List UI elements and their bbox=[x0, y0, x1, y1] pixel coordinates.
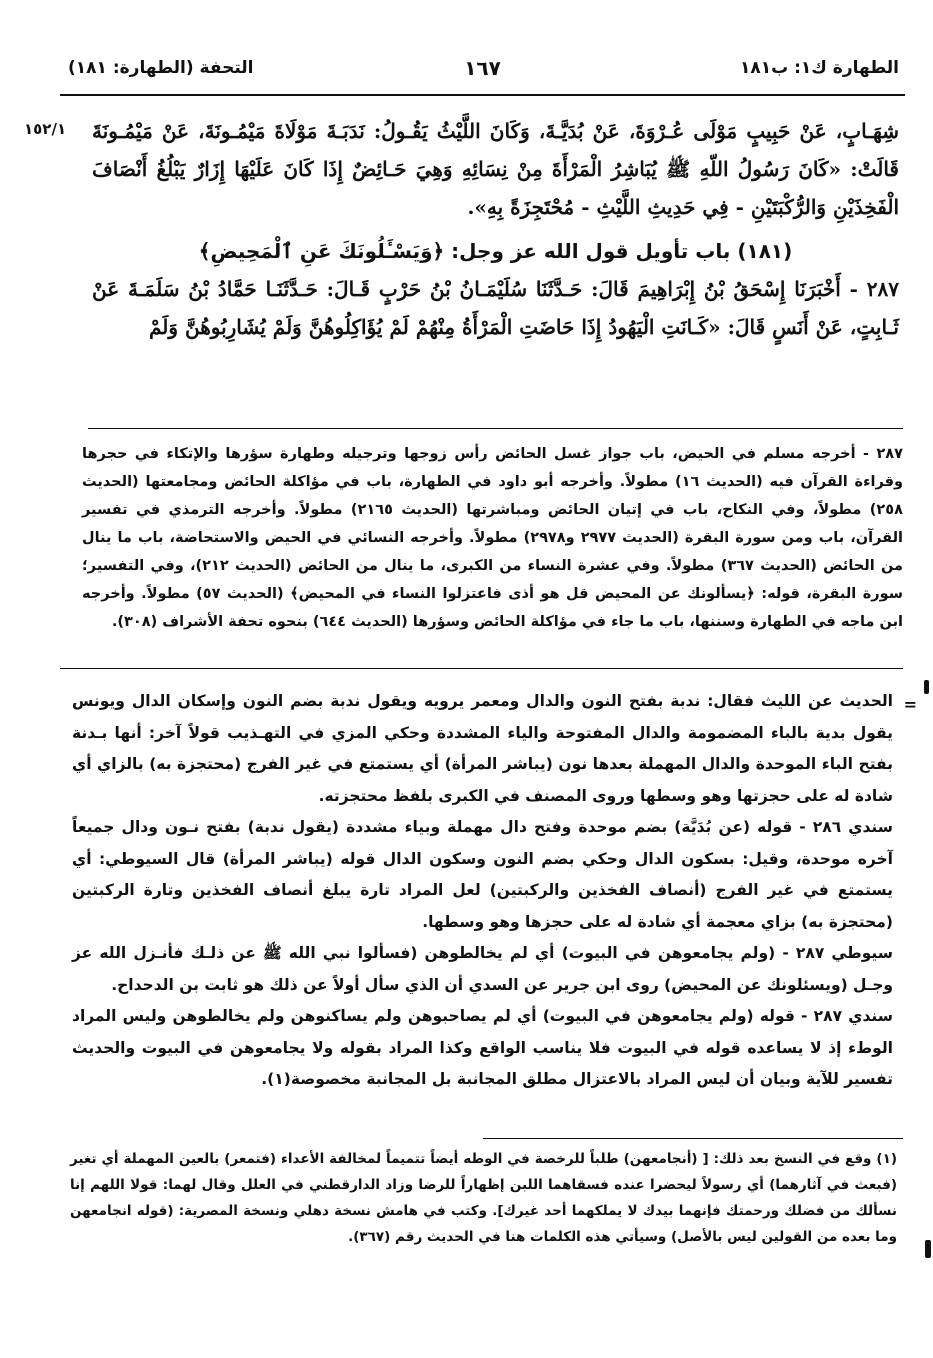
running-header bbox=[60, 44, 905, 88]
scan-speck bbox=[924, 680, 929, 694]
takhrij-287: ٢٨٧ - أخرجه مسلم في الحيض، باب جواز غسل الحائض رأس زوجها وترجيله وطهارة سؤرها والإتكاء في حجرها وقراءة القرآن فيه (الحديث ١٦) مطولاً. وأخرجه أبو داود في الطهارة، باب في مؤاكلة الحائض ومجامعتها (الحديث ٢٥٨) مطولاً، وفي النكاح، باب في إتيان الحائض ومباشرتها (الحديث ٢١٦٥) مطولاً. وأخرجه الترمذي في تفسير القرآن، باب ومن سورة البقرة (الحديث ٢٩٧٧ و٢٩٧٨) مطولاً. وأخرجه النسائي في الحيض والاستحاضة، باب ما ينال من الحائض (الحديث ٣٦٧) مطولاً. وفي عشرة النساء من الكبرى، ما ينال من الحائض (الحديث ٢١٢)، وفي التفسير؛ سورة البقرة، قوله: ﴿يسألونك عن المحيض قل هو أذى فاعتزلوا النساء في المحيض﴾ (الحديث ٥٧) مطولاً. وأخرجه ابن ماجه في الطهارة وسننها، باب ما جاء في مؤاكلة الحائض وسؤرها (الحديث ٦٤٤) بنحوه تحفة الأشراف (٣٠٨). bbox=[82, 446, 904, 630]
suyuti-287: سيوطي ٢٨٧ - (ولم يجامعوهن في البيوت) أي لم يخالطوهن (فسألوا نبي الله ﷺ عن ذلـك فأنـزل الله عز وجـل (ويسئلونك عن المحيض) روى ابن جرير عن السدي أن الذي سأل أولاً عن ذلك هو ثابت بن الدحداح. bbox=[72, 944, 893, 994]
header-divider bbox=[60, 94, 905, 96]
commentary-divider bbox=[60, 668, 903, 669]
page-number: ١٦٧ bbox=[464, 56, 501, 80]
header-chapter-ref: الطهارة ك١: ب١٨١ bbox=[739, 58, 899, 78]
hadith-text bbox=[92, 112, 899, 346]
continuation-mark: = bbox=[903, 695, 917, 714]
margin-reference: ١٥٢/١ bbox=[24, 120, 67, 138]
commentary bbox=[72, 686, 893, 1096]
header-tuhfa-ref: التحفة (الطهارة: ١٨١) bbox=[68, 58, 254, 78]
footnote bbox=[70, 1146, 897, 1250]
sindi-287: سندي ٢٨٧ - قوله (ولم يجامعوهن في البيوت) أي لم يصاحبوهن ولم يساكنوهن ولم يخالطوهن وليس المراد الوطء إذ لا يساعده قوله في البيوت فلا يناسب الواقع وكذا المراد بقوله ولا يجامعوهن في البيوت والحديث تفسير للآية وبيان أن ليس المراد بالاعتزال مطلق المجانبة بل المجانبة مخصوصة(١). bbox=[72, 1007, 893, 1088]
hadith-286-text: شِهَـابٍ، عَنْ حَبِيبٍ مَوْلَى عُـرْوَةَ، عَنْ بُدَيَّـةَ، وَكَانَ اللَّيْثُ يَقُـولُ: نَدَبَـةَ مَوْلَاةَ مَيْمُـونَةَ، عَنْ مَيْمُـونَةَ قَالَتْ: «كَانَ رَسُولُ اللّهِ ﷺ يُبَاشِرُ الْمَرْأَةَ مِنْ نِسَائِهِ وَهِيَ حَـائِضٌ إِذَا كَانَ عَلَيْهَا إِزَارٌ يَبْلُغُ أَنْصَافَ الْفَخِذَيْنِ وَالرُّكْبَتَيْنِ - فِي حَدِيثِ اللَّيْثِ - مُحْتَجِزَةً بِهِ». bbox=[92, 119, 899, 219]
chapter-heading: (١٨١) باب تأويل قول الله عز وجل: ﴿وَيَسْـَٔلُونَكَ عَنِ ٱلْمَحِيضِ﴾ bbox=[198, 239, 793, 263]
hadith-287-text: ٢٨٧ - أَخْبَرَنَا إِسْحَقُ بْنُ إِبْرَاهِيمَ قَالَ: حَـدَّثَنَا سُلَيْمَـانُ بْنُ حَرْبٍ قَـالَ: حَـدَّثَنَـا حَمَّادُ بْنُ سَلَمَـةَ عَنْ ثَـابِتٍ، عَنْ أَنَسٍ قَالَ: «كَـانَتِ الْيَهُودُ إِذَا حَاضَتِ الْمَرْأَةُ مِنْهُمْ لَمْ يُؤَاكِلُوهُنَّ وَلَمْ يُشَارِبُوهُنَّ وَلَمْ bbox=[92, 277, 899, 339]
footnote-1: (١) وقع في النسخ بعد ذلك: [ (أنجامعهن) طلباً للرخصة في الوطه أيضاً تتميماً لمخالفة الأعداء (فتمعر) بالعين المهملة أي تغير (فبعث في آثارهما) أي رسولاً ليحضرا عنده فسقاهما اللبن إظهاراً للرضا وزاد الدارقطني في العلل وقال لهما: قولا اللهم إنا نسألك من فضلك ورحمتك فإنهما بيدك لا يملكهما أحد غيرك]. وكتب في هامش نسخة دهلي ونسخة المصرية: (قوله انجامعهن وما بعده من القولين ليس بالأصل) وسيأتي هذه الكلمات هنا في الحديث رقم (٣٦٧). bbox=[70, 1151, 897, 1245]
sindi-286: سندي ٢٨٦ - قوله (عن بُدَيَّة) بضم موحدة وفتح دال مهملة وبياء مشددة (يقول ندبة) بفتح نـون ودال جميعاً آخره موحدة، وقيل: بسكون الدال وحكي بضم النون وسكون الدال قوله (يباشر المرأة) قال السيوطي: أي يستمتع في غير الفرج (أنصاف الفخذين والركبتين) لعل المراد تارة يبلغ أنصاف الفخذين وتارة الركبتين (محتجزة به) بزاي معجمة أي شادة له على حجزها وهو وسطها. bbox=[72, 818, 893, 931]
footnote-divider bbox=[483, 1138, 903, 1139]
commentary-continued: الحديث عن الليث فقال: ندبة بفتح النون والدال ومعمر يرويه ويقول ندبة بضم النون وإسكان الدال ويونس يقول بدية بالباء المضمومة والدال المفتوحة والياء المشددة وحكي المزي في التهـذيب قولاً آخر: أنها بـدنة بفتح الباء الموحدة والدال المهملة بعدها نون (يباشر المرأة) أي يستمتع في غير الفرج (محتجزة به) بالزاي أي شادة له على حجزتها وهو وسطها وروى المصنف في الكبرى بلفظ محتجزته. bbox=[72, 692, 893, 805]
main-divider bbox=[88, 428, 903, 429]
takhrij-notes bbox=[82, 440, 903, 636]
scan-speck bbox=[925, 1240, 931, 1258]
